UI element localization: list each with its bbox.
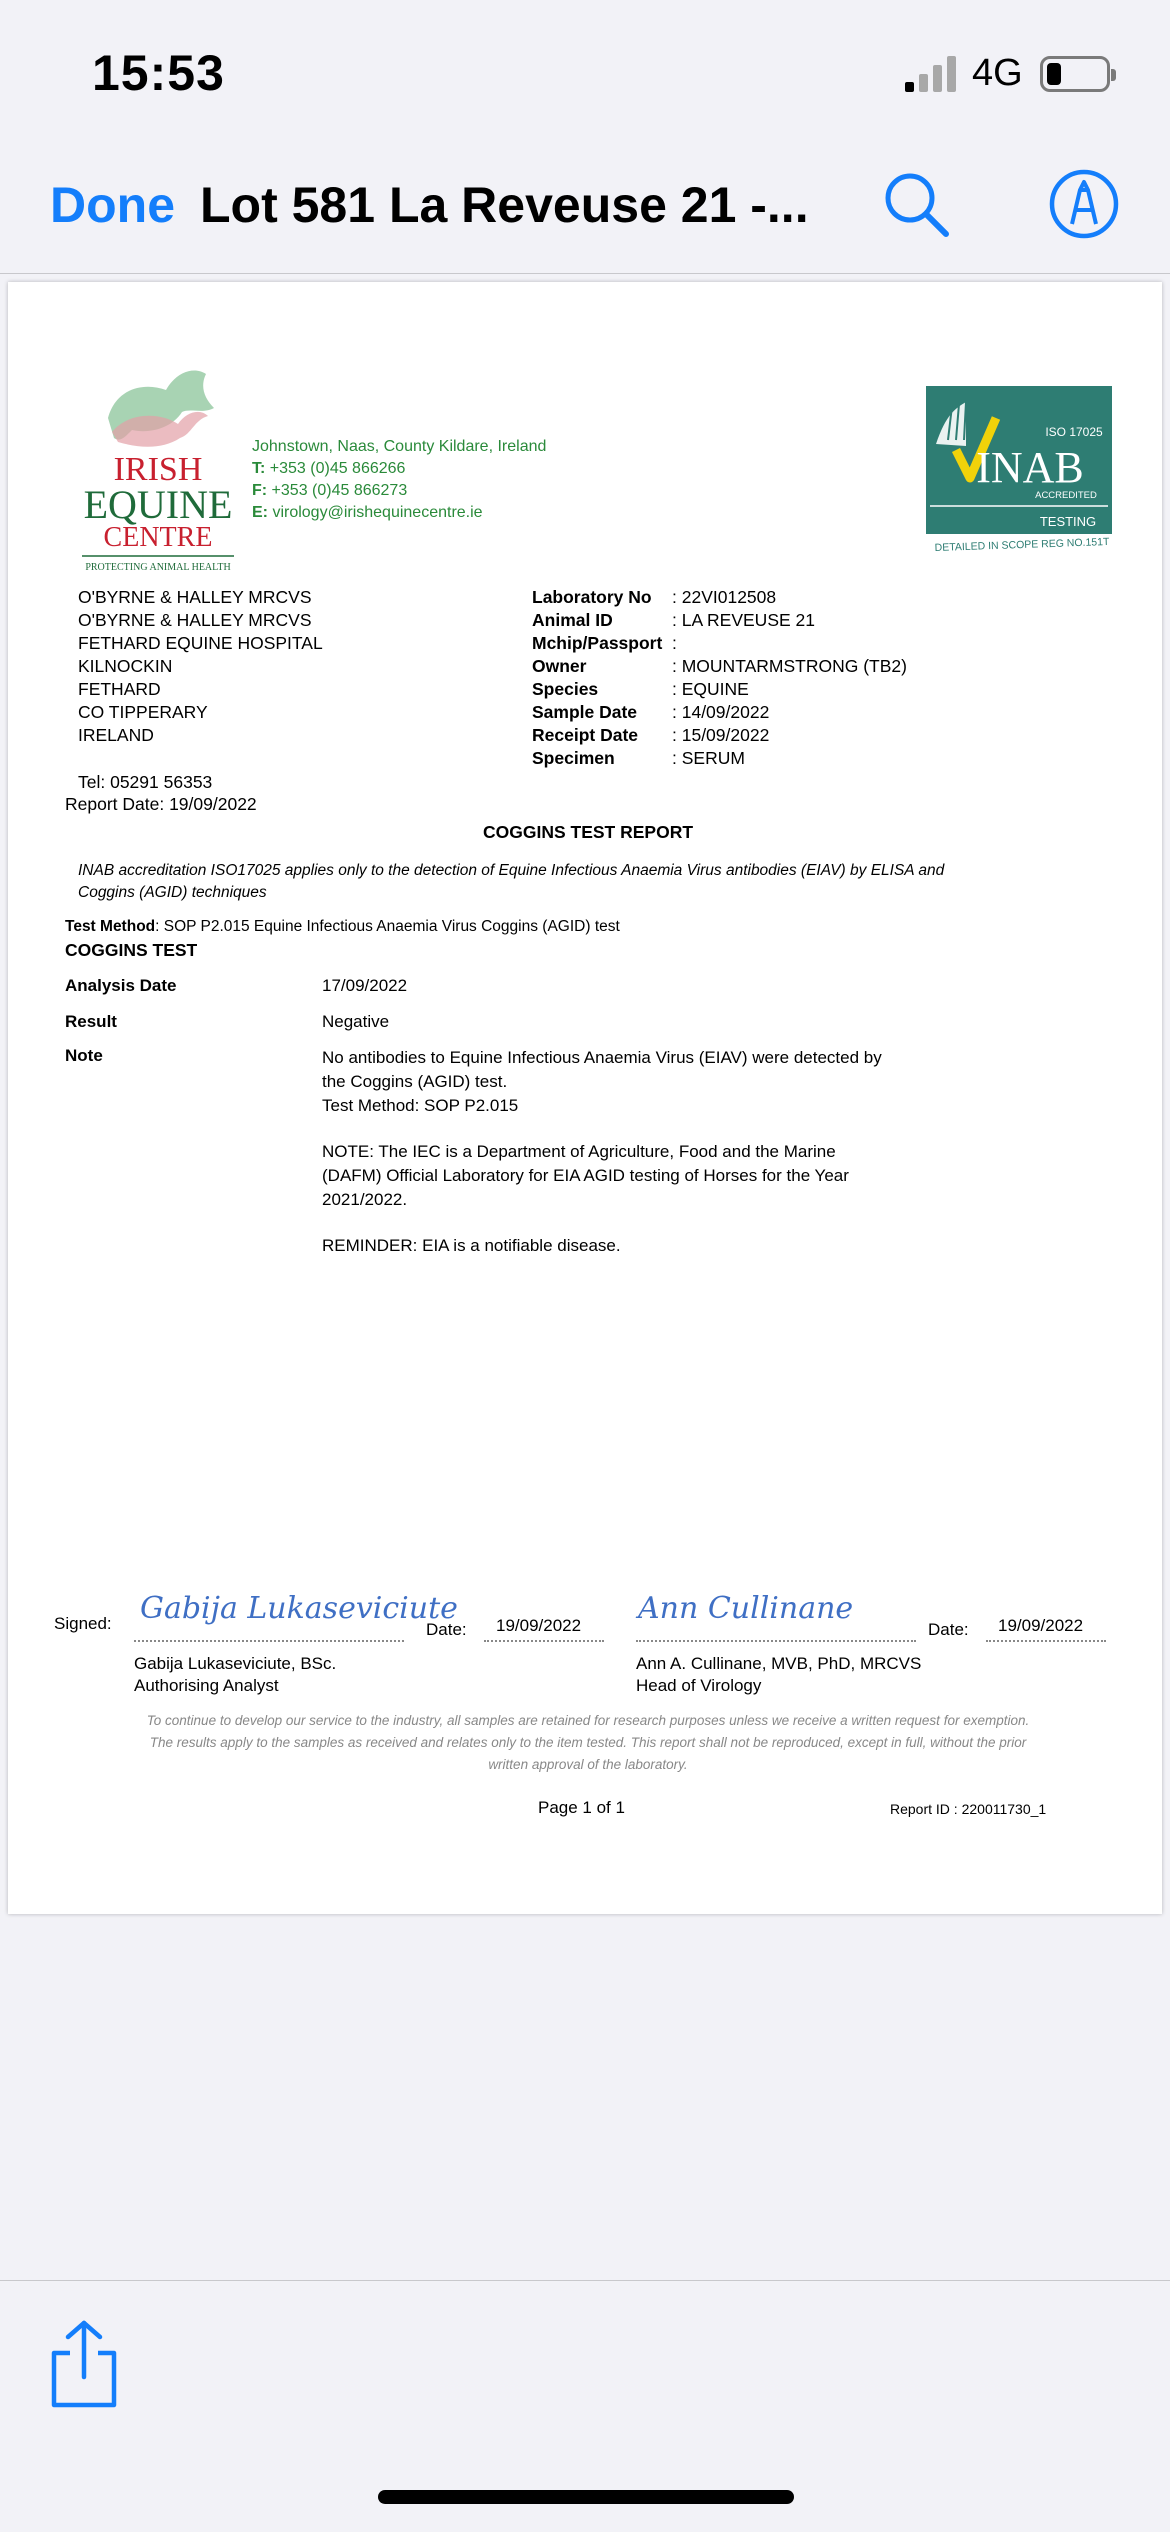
fine-print: To continue to develop our service to the industry, all samples are retained for research purposes unless we receive a written request for exemption. The results apply to the samples as received and relates only to the item tested. This report shall not be reproduced, except in full, without the prior written approval of the laboratory.: [146, 1713, 1030, 1772]
date-label: Date:: [928, 1620, 969, 1639]
lab-email: E: virology@irishequinecentre.ie: [252, 504, 483, 521]
search-icon[interactable]: [880, 168, 952, 240]
svg-text:ACCREDITED: ACCREDITED: [1035, 490, 1097, 501]
recipient-address: [78, 586, 323, 747]
signature-line: [636, 1640, 916, 1642]
svg-text:TESTING: TESTING: [1039, 514, 1097, 529]
detail-row: Mchip/Passport :: [532, 633, 677, 653]
signer-name: Ann A. Cullinane, MVB, PhD, MRCVS: [636, 1654, 922, 1673]
irish-equine-centre-logo: [68, 342, 248, 574]
signer-name: Gabija Lukaseviciute, BSc.: [134, 1654, 337, 1673]
detail-row: Animal ID : LA REVEUSE 21: [532, 610, 815, 630]
analysis-date-label: Analysis Date: [65, 976, 177, 995]
document-page[interactable]: [8, 282, 1162, 1914]
detail-row: Sample Date : 14/09/2022: [532, 702, 770, 722]
battery-icon: [1040, 56, 1110, 92]
accreditation-note: Coggins (AGID) techniques: [78, 884, 267, 901]
date-value: 19/09/2022: [496, 1616, 582, 1635]
date-line: [484, 1640, 604, 1642]
result-label: Result: [65, 1012, 117, 1031]
svg-text:ISO 17025: ISO 17025: [1045, 425, 1103, 439]
clock: 15:53: [92, 45, 225, 101]
svg-text:CENTRE: CENTRE: [103, 522, 213, 553]
date-line: [986, 1640, 1106, 1642]
signed-label: Signed:: [54, 1614, 112, 1633]
done-button[interactable]: Done: [50, 177, 175, 233]
svg-text:PROTECTING ANIMAL HEALTH: PROTECTING ANIMAL HEALTH: [85, 562, 231, 573]
signer-role: Head of Virology: [636, 1676, 762, 1695]
address-line: O'BYRNE & HALLEY MRCVS: [78, 610, 312, 630]
report-id: Report ID : 220011730_1: [890, 1801, 1047, 1817]
home-indicator[interactable]: [378, 2490, 794, 2504]
section-title: COGGINS TEST: [65, 940, 198, 960]
sample-details: [532, 586, 907, 770]
address-line: CO TIPPERARY: [78, 702, 208, 722]
page-indicator: Page 1 of 1: [538, 1798, 625, 1817]
analysis-date-value: 17/09/2022: [322, 976, 408, 995]
recipient-tel: Tel: 05291 56353: [78, 772, 213, 792]
detail-row: Specimen : SERUM: [532, 748, 745, 768]
test-method: Test Method: SOP P2.015 Equine Infectious Anaemia Virus Coggins (AGID) test: [65, 918, 620, 935]
lab-phone: T: +353 (0)45 866266: [252, 460, 406, 477]
inab-accreditation-logo: [926, 386, 1120, 555]
signature-line: [134, 1640, 404, 1642]
svg-text:Ann Cullinane: Ann Cullinane: [638, 1591, 854, 1626]
cellular-signal-icon: [905, 56, 957, 92]
address-line: IRELAND: [78, 725, 154, 745]
date-label: Date:: [426, 1620, 467, 1639]
svg-text:Gabija Lukaseviciute: Gabija Lukaseviciute: [140, 1591, 458, 1626]
note-text: No antibodies to Equine Infectious Anaemia Virus (EIAV) were detected by the Coggins (AGID) test. Test Method: SOP P2.015 NOTE: The IEC is a Department of Agriculture, Food and the Marine (DAFM) Official Laboratory for EIA AGID testing of Horses for the Year 2021/2022. REMINDER: EIA is a notifiable disease.: [322, 1048, 882, 1255]
accreditation-note: INAB accreditation ISO17025 applies only to the detection of Equine Infectious Anaemia Virus antibodies (EIAV) by ELISA and: [78, 862, 945, 879]
date-value: 19/09/2022: [998, 1616, 1084, 1635]
address-line: FETHARD EQUINE HOSPITAL: [78, 633, 323, 653]
navigation-bar: [0, 140, 1170, 274]
note-label: Note: [65, 1046, 103, 1065]
detail-row: Laboratory No : 22VI012508: [532, 587, 777, 607]
svg-text:EQUINE: EQUINE: [83, 482, 233, 527]
address-line: O'BYRNE & HALLEY MRCVS: [78, 587, 312, 607]
svg-text:DETAILED IN SCOPE REG NO.151T: DETAILED IN SCOPE REG NO.151T: [934, 535, 1110, 555]
address-line: FETHARD: [78, 679, 161, 699]
signer-role: Authorising Analyst: [134, 1676, 279, 1695]
report-date: Report Date: 19/09/2022: [65, 794, 257, 814]
detail-row: Receipt Date : 15/09/2022: [532, 725, 770, 745]
document-title: Lot 581 La Reveuse 21 -...: [200, 177, 809, 233]
svg-text:IRISH: IRISH: [113, 451, 203, 488]
share-icon[interactable]: [46, 2319, 122, 2409]
lab-fax: F: +353 (0)45 866273: [252, 482, 408, 499]
detail-row: Owner : MOUNTARMSTRONG (TB2): [532, 656, 907, 676]
detail-row: Species : EQUINE: [532, 679, 749, 699]
network-type: 4G: [972, 52, 1023, 94]
lab-contact: [252, 436, 546, 524]
status-bar: [0, 0, 1170, 140]
markup-icon[interactable]: [1048, 168, 1120, 240]
address-line: KILNOCKIN: [78, 656, 173, 676]
report-title: COGGINS TEST REPORT: [483, 822, 694, 842]
result-value: Negative: [322, 1012, 390, 1031]
svg-text:INAB: INAB: [976, 443, 1084, 492]
lab-address: Johnstown, Naas, County Kildare, Ireland: [252, 438, 547, 455]
signature-2: [634, 1570, 870, 1636]
